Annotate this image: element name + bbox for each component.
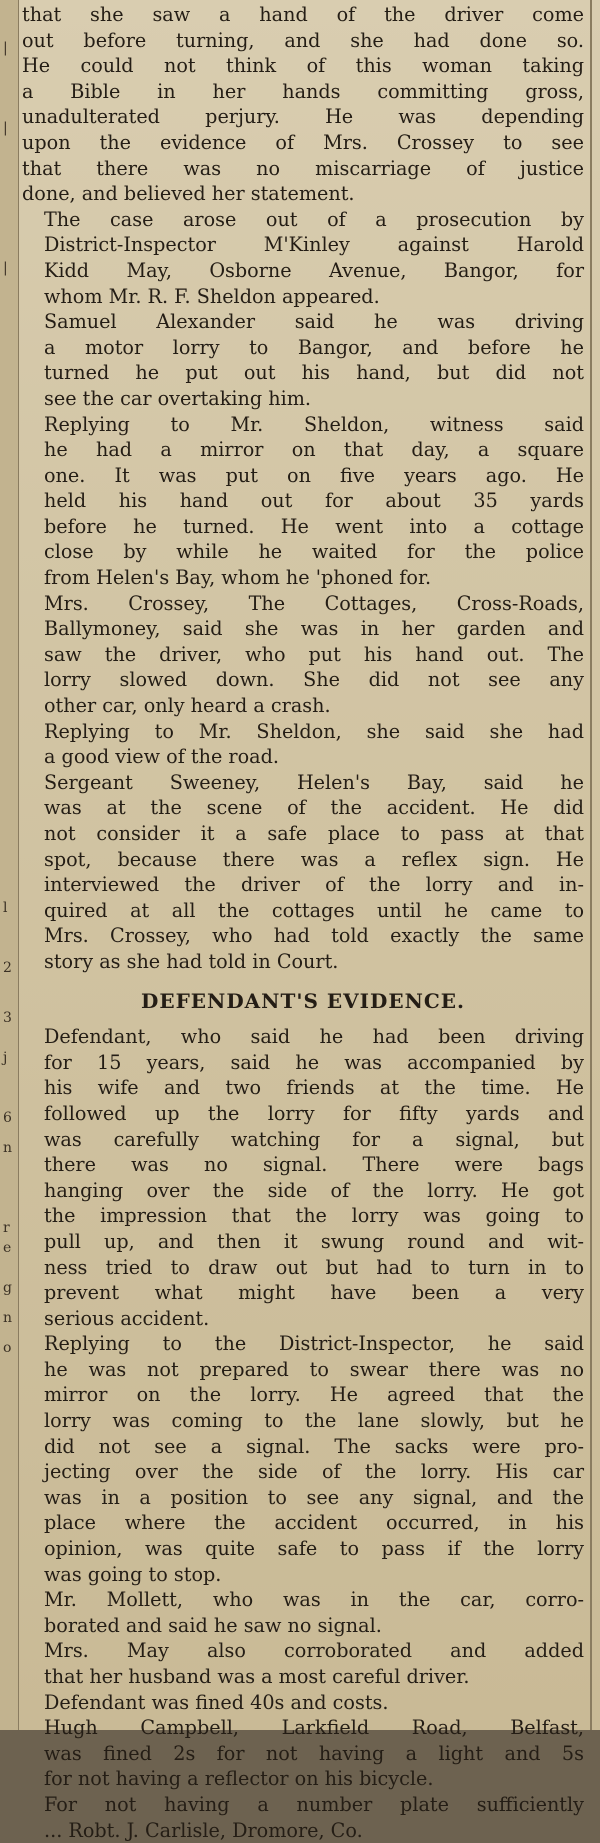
article-line: he had a mirror on that day, a square [44,438,584,462]
article-line: unadulterated perjury. He was depending [22,105,584,129]
article-line: Replying to the District-Inspector, he said [44,1332,584,1356]
gutter-mark: 6 [3,1110,12,1126]
article-line: District-Inspector M'Kinley against Harold [44,233,584,257]
article-paragraph [22,1024,584,1331]
article-line: from Helen's Bay, whom he 'phoned for. [44,566,432,590]
article-paragraph [22,309,584,411]
article-line: saw the driver, who put his hand out. The [44,642,584,666]
article-line: out before turning, and she had done so. [22,28,584,52]
article-line: Mrs. May also corroborated and added [44,1639,584,1663]
article-paragraph [22,719,584,770]
article-line: he was not prepared to swear there was no [44,1357,584,1381]
article-paragraph [22,2,584,207]
article-line: followed up the lorry for fifty yards and [44,1101,584,1125]
article-line: ness tried to draw out but had to turn in to [44,1255,584,1279]
gutter-mark: r [3,1220,10,1236]
article-line: was carefully watching for a signal, but [44,1127,584,1151]
gutter-mark: e [3,1240,12,1256]
section-heading: DEFENDANT'S EVIDENCE. [141,988,465,1013]
column-rule [590,0,592,1730]
article-paragraph [22,207,584,309]
article-line: upon the evidence of Mrs. Crossey to see [22,130,584,154]
article-line: a motor lorry to Bangor, and before he [44,335,584,359]
article-line: see the car overtaking him. [44,386,311,410]
article-line: pull up, and then it swung round and wit- [44,1229,584,1253]
article-paragraph [22,1715,584,1792]
gutter-mark: | [3,260,8,276]
article-paragraph [22,1792,584,1843]
article-line: borated and said he saw no signal. [44,1613,382,1637]
article-line: Defendant was fined 40s and costs. [44,1690,389,1714]
article-line: Mr. Mollett, who was in the car, corro- [44,1588,584,1612]
article-line: story as she had told in Court. [44,949,339,973]
article-line: hanging over the side of the lorry. He got [44,1178,584,1202]
article-line: there was no signal. There were bags [44,1153,584,1177]
gutter-mark: j [3,1050,8,1066]
article-line: Kidd May, Osborne Avenue, Bangor, for [44,258,584,282]
gutter-mark: | [3,40,8,56]
article-line: spot, because there was a reflex sign. He [44,847,584,871]
gutter-mark: n [3,1140,13,1156]
article-line: close by while he waited for the police [44,540,584,564]
article-line: He could not think of this woman taking [22,54,584,78]
article-line: interviewed the driver of the lorry and in- [44,873,584,897]
article-line: that her husband was a most careful driver. [44,1665,470,1688]
article-line: his wife and two friends at the time. He [44,1076,584,1100]
gutter-mark: l [3,900,8,916]
article-line: serious accident. [44,1306,210,1330]
article-paragraph [22,591,584,719]
gutter-mark: n [3,1310,13,1326]
article-line: Replying to Mr. Sheldon, she said she had [44,719,584,743]
article-line: one. It was put on five years ago. He [44,463,584,487]
article-line: Samuel Alexander said he was driving [44,310,584,334]
article-line: Hugh Campbell, Larkfield Road, Belfast, [44,1716,584,1740]
article-line: did not see a signal. The sacks were pro- [44,1434,584,1458]
article-line: for not having a reflector on his bicycle. [44,1767,434,1791]
article-line: turned he put out his hand, but did not [44,361,584,385]
article-paragraph [22,1587,584,1638]
article-line: was in a position to see any signal, and the [44,1485,584,1509]
article-line: place where the accident occurred, in his [44,1511,584,1535]
article-paragraph [22,1690,584,1716]
article-paragraph [22,1638,584,1689]
article-line: For not having a number plate sufficiently [44,1792,584,1816]
article-line: lorry slowed down. She did not see any [44,668,584,692]
article-line: Sergeant Sweeney, Helen's Bay, said he [44,770,584,794]
article-line: other car, only heard a crash. [44,694,331,718]
article-line: a good view of the road. [44,745,279,769]
article-line: ... Robt. J. Carlisle, Dromore, Co. [44,1818,363,1842]
left-gutter-adjacent-column [0,0,19,1730]
article-line: for 15 years, said he was accompanied by [44,1050,584,1074]
article-line: mirror on the lorry. He agreed that the [44,1383,584,1407]
article-line: before he turned. He went into a cottage [44,514,584,538]
article-line: whom Mr. R. F. Sheldon appeared. [44,284,380,308]
gutter-mark: g [3,1280,12,1296]
article-paragraph [22,1331,584,1587]
article-line: Mrs. Crossey, The Cottages, Cross-Roads, [44,591,584,615]
article-line: Replying to Mr. Sheldon, witness said [44,412,584,436]
article-line: that there was no miscarriage of justice [22,156,584,180]
article-line: opinion, was quite safe to pass if the lorry [44,1537,584,1561]
article-line: done, and believed her statement. [22,182,355,206]
gutter-mark: 2 [3,960,12,976]
article-line: jecting over the side of the lorry. His car [44,1460,584,1484]
article-line: held his hand out for about 35 yards [44,489,584,513]
article-line: not consider it a safe place to pass at that [44,822,584,845]
article-line: The case arose out of a prosecution by [44,207,584,231]
article-paragraph [22,412,584,591]
article-line: that she saw a hand of the driver come [22,3,584,26]
gutter-mark: | [3,120,8,136]
article-line: the impression that the lorry was going to [44,1204,584,1228]
article-line: a Bible in her hands committing gross, [22,79,584,103]
article-line: was going to stop. [44,1562,222,1586]
article-line: quired at all the cottages until he came to [44,898,584,922]
article-line: was at the scene of the accident. He did [44,796,584,820]
article-line: Mrs. Crossey, who had told exactly the same [44,924,584,948]
article-line: Defendant, who said he had been driving [44,1025,584,1049]
gutter-mark: 3 [3,1010,12,1026]
article-paragraph [22,770,584,975]
article-line: was fined 2s for not having a light and 5s [44,1741,584,1765]
article-line: Ballymoney, said she was in her garden and [44,617,584,641]
gutter-mark: o [3,1340,12,1356]
article-line: prevent what might have been a very [44,1281,584,1305]
article-line: lorry was coming to the lane slowly, but he [44,1409,584,1433]
article-column [22,2,584,1843]
